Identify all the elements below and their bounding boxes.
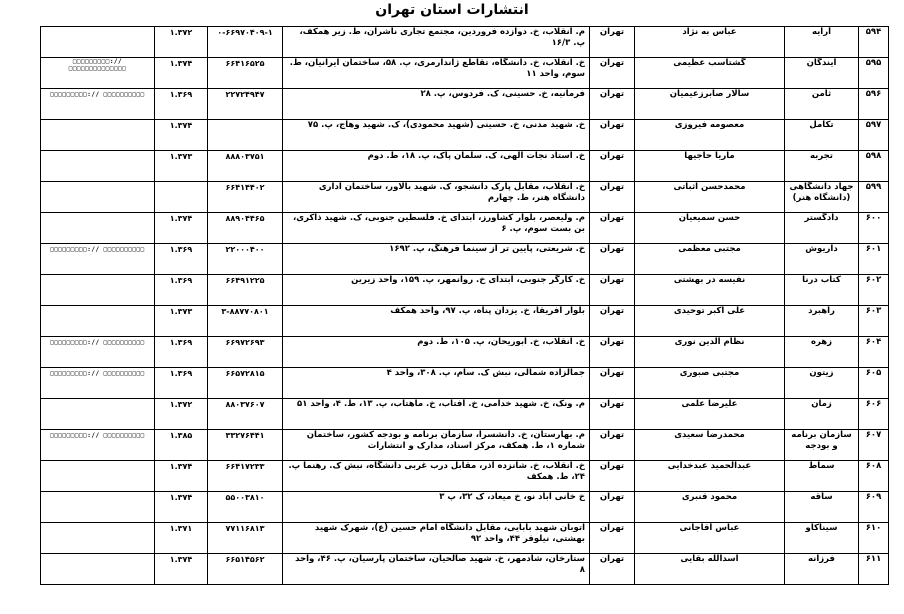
publisher-name-cell: آرایه <box>785 27 859 58</box>
phone-number-cell: ۷۷۱۱۶۸۱۳ <box>208 523 283 554</box>
manager-name-cell: مجتبی معظمی <box>635 244 785 275</box>
publisher-name-cell: آیندگان <box>785 58 859 89</box>
website-cell: □□□□□□□□□:// □□□□□□□□□□□□□□ <box>41 58 155 89</box>
row-number-cell: ۶۰۴ <box>859 337 889 368</box>
row-number-cell: ۶۰۰ <box>859 213 889 244</box>
table-row <box>41 399 889 430</box>
address-cell: جمالزاده شمالی، نبش ک. سام، پ. ۳۰۸، واحد ۴ <box>283 368 590 399</box>
publisher-name-cell: زهره <box>785 337 859 368</box>
website-cell <box>41 151 155 182</box>
table-row <box>41 244 889 275</box>
row-number-cell: ۵۹۶ <box>859 89 889 120</box>
row-number-cell: ۶۰۸ <box>859 461 889 492</box>
license-code-cell: ۱.۳۶۹ <box>155 337 208 368</box>
phone-number-cell <box>208 120 283 151</box>
license-code-cell: ۱.۳۷۴ <box>155 213 208 244</box>
address-cell: خ. کارگر جنوبی، ابتدای خ. روانمهر، پ. ۱۵۹، واحد زیرین <box>283 275 590 306</box>
address-cell: خ. شریعتی، پایین تر از سینما فرهنگ، پ. ۱۶۹۲ <box>283 244 590 275</box>
city-cell: تهران <box>590 213 635 244</box>
row-number-cell: ۶۰۳ <box>859 306 889 337</box>
publisher-name-cell: سیناکاو <box>785 523 859 554</box>
manager-name-cell: عباس به نژاد <box>635 27 785 58</box>
license-code-cell: ۱.۳۷۴ <box>155 461 208 492</box>
website-cell <box>41 213 155 244</box>
city-cell: تهران <box>590 182 635 213</box>
license-code-cell: ۱.۳۷۳ <box>155 151 208 182</box>
address-cell: خ. انقلاب، خ. شانزده آذر، مقابل درب غربی دانشگاه، نبش ک. رهنما پ. ۲۴، ط. همکف <box>283 461 590 492</box>
phone-number-cell: ۶۶۴۱۷۲۳۳ <box>208 461 283 492</box>
license-code-cell: ۱.۳۸۵ <box>155 430 208 461</box>
phone-number-cell: ۰-۶۶۹۷۰۴۰۹-۱ <box>208 27 283 58</box>
phone-number-cell: ۶۶۹۷۲۶۹۳ <box>208 337 283 368</box>
city-cell: تهران <box>590 27 635 58</box>
table-row <box>41 151 889 182</box>
table-row <box>41 523 889 554</box>
row-number-cell: ۶۰۹ <box>859 492 889 523</box>
row-number-cell: ۶۰۵ <box>859 368 889 399</box>
city-cell: تهران <box>590 523 635 554</box>
address-cell: خ. شهید مدنی، خ. حسینی (شهید محمودی)، ک. شهید وهاج، پ. ۷۵ <box>283 120 590 151</box>
row-number-cell: ۶۰۱ <box>859 244 889 275</box>
license-code-cell: ۱.۳۷۴ <box>155 120 208 151</box>
license-code-cell: ۱.۳۷۴ <box>155 58 208 89</box>
address-cell: خ خانی آباد نو، خ میعاد، ک ۳۲، پ ۳ <box>283 492 590 523</box>
website-cell <box>41 399 155 430</box>
address-cell: خ. انقلاب، خ. ابوریحان، پ. ۱۰۵، ط. دوم <box>283 337 590 368</box>
city-cell: تهران <box>590 368 635 399</box>
website-cell: □□□□□□□□□:// □□□□□□□□□□ <box>41 430 155 461</box>
row-number-cell: ۶۰۶ <box>859 399 889 430</box>
city-cell: تهران <box>590 58 635 89</box>
manager-name-cell: عبدالحمید عبدخدایی <box>635 461 785 492</box>
manager-name-cell: معصومه فیروزی <box>635 120 785 151</box>
manager-name-cell: علیرضا علمی <box>635 399 785 430</box>
city-cell: تهران <box>590 120 635 151</box>
table-row <box>41 492 889 523</box>
manager-name-cell: محمدرضا سعیدی <box>635 430 785 461</box>
phone-number-cell: ۳-۸۸۷۷۰۸۰۱ <box>208 306 283 337</box>
manager-name-cell: اسدالله بقایی <box>635 554 785 585</box>
phone-number-cell: ۳۳۲۷۶۴۴۱ <box>208 430 283 461</box>
publisher-name-cell: کتاب درنا <box>785 275 859 306</box>
table-row <box>41 306 889 337</box>
table-row <box>41 461 889 492</box>
publisher-name-cell: ثامن <box>785 89 859 120</box>
website-cell: □□□□□□□□□:// □□□□□□□□□□ <box>41 89 155 120</box>
address-cell: فرمانیه، خ. حسینی، ک. فردوس، پ. ۲۸ <box>283 89 590 120</box>
row-number-cell: ۵۹۴ <box>859 27 889 58</box>
license-code-cell: ۱.۳۶۹ <box>155 244 208 275</box>
city-cell: تهران <box>590 430 635 461</box>
publisher-name-cell: راهبرد <box>785 306 859 337</box>
license-code-cell: ۱.۳۷۲ <box>155 399 208 430</box>
city-cell: تهران <box>590 151 635 182</box>
website-cell <box>41 492 155 523</box>
address-cell: ستارخان، شادمهر، خ. شهید صالحیان، ساختمان پارسیان، پ. ۴۶، واحد ۸ <box>283 554 590 585</box>
phone-number-cell: ۶۶۵۱۴۵۶۲ <box>208 554 283 585</box>
city-cell: تهران <box>590 492 635 523</box>
address-cell: اتوبان شهید بابایی، مقابل دانشگاه امام حسین (ع)، شهرک شهید بهشتی، نیلوفر ۴۴، واحد ۹۲ <box>283 523 590 554</box>
address-cell: م. ولیعصر، بلوار کشاورز، ابتدای خ. فلسطین جنوبی، ک. شهید ذاکری، بن بست سوم، پ. ۶ <box>283 213 590 244</box>
city-cell: تهران <box>590 461 635 492</box>
publishers-table <box>40 26 889 585</box>
row-number-cell: ۶۱۱ <box>859 554 889 585</box>
publisher-name-cell: ساقه <box>785 492 859 523</box>
table-row <box>41 275 889 306</box>
city-cell: تهران <box>590 244 635 275</box>
publisher-name-cell: سازمان برنامه و بودجه <box>785 430 859 461</box>
table-row <box>41 182 889 213</box>
row-number-cell: ۶۰۷ <box>859 430 889 461</box>
phone-number-cell: ۵۵۰۰۳۸۱۰ <box>208 492 283 523</box>
row-number-cell: ۵۹۷ <box>859 120 889 151</box>
license-code-cell: ۱.۳۷۱ <box>155 523 208 554</box>
manager-name-cell: مجتبی صبوری <box>635 368 785 399</box>
table-row <box>41 337 889 368</box>
row-number-cell: ۵۹۹ <box>859 182 889 213</box>
city-cell: تهران <box>590 554 635 585</box>
manager-name-cell: حسن سمیعیان <box>635 213 785 244</box>
website-cell <box>41 461 155 492</box>
phone-number-cell: ۶۶۵۷۲۸۱۵ <box>208 368 283 399</box>
manager-name-cell: محمود قنبری <box>635 492 785 523</box>
license-code-cell: ۱.۳۷۲ <box>155 27 208 58</box>
table-row <box>41 58 889 89</box>
manager-name-cell: سالار صابرزعیمیان <box>635 89 785 120</box>
website-cell: □□□□□□□□□:// □□□□□□□□□□ <box>41 368 155 399</box>
table-row <box>41 27 889 58</box>
table-row <box>41 89 889 120</box>
address-cell: م. ونک، خ. شهید خدامی، خ. آفتاب، خ. ماهتاب، پ. ۱۳، ط. ۴، واحد ۵۱ <box>283 399 590 430</box>
row-number-cell: ۵۹۸ <box>859 151 889 182</box>
publisher-name-cell: تجربه <box>785 151 859 182</box>
publisher-name-cell: سماط <box>785 461 859 492</box>
manager-name-cell: نظام الدین نوری <box>635 337 785 368</box>
phone-number-cell: ۶۶۴۱۴۴۰۲ <box>208 182 283 213</box>
website-cell: □□□□□□□□□:// □□□□□□□□□□ <box>41 337 155 368</box>
address-cell: خ. استاد نجات الهی، ک. سلمان پاک، پ. ۱۸، ط. دوم <box>283 151 590 182</box>
publisher-name-cell: تکامل <box>785 120 859 151</box>
license-code-cell: ۱.۳۶۹ <box>155 89 208 120</box>
website-cell <box>41 182 155 213</box>
publisher-name-cell: داریوش <box>785 244 859 275</box>
manager-name-cell: محمدحسن اثباتی <box>635 182 785 213</box>
phone-number-cell: ۲۲۷۲۴۹۴۷ <box>208 89 283 120</box>
publisher-name-cell: دادگستر <box>785 213 859 244</box>
address-cell: م. بهارستان، خ. دانشسرا، سازمان برنامه و بودجه کشور، ساختمان شماره ۱، ط. همکف، مرکز اسناد، مدارک و انتشارات <box>283 430 590 461</box>
license-code-cell: ۱.۳۷۳ <box>155 306 208 337</box>
website-cell: □□□□□□□□□:// □□□□□□□□□□ <box>41 244 155 275</box>
website-cell <box>41 27 155 58</box>
city-cell: تهران <box>590 337 635 368</box>
phone-number-cell: ۲۲۰۰۰۴۰۰ <box>208 244 283 275</box>
manager-name-cell: ماریا حاجیها <box>635 151 785 182</box>
website-cell <box>41 120 155 151</box>
phone-number-cell: ۸۸۹۰۴۴۶۵ <box>208 213 283 244</box>
manager-name-cell: علی اکبر توحیدی <box>635 306 785 337</box>
publisher-name-cell: جهاد دانشگاهی (دانشگاه هنر) <box>785 182 859 213</box>
phone-number-cell: ۶۶۴۹۱۲۲۵ <box>208 275 283 306</box>
row-number-cell: ۵۹۵ <box>859 58 889 89</box>
table-row <box>41 430 889 461</box>
website-cell <box>41 306 155 337</box>
city-cell: تهران <box>590 89 635 120</box>
address-cell: م. انقلاب، خ. دوازده فروردین، مجتمع تجاری ناشران، ط. زیر همکف، پ. ۱۶/۳ <box>283 27 590 58</box>
table-row <box>41 213 889 244</box>
address-cell: بلوار آفریقا، خ. یزدان پناه، پ. ۹۷، واحد همکف <box>283 306 590 337</box>
license-code-cell: ۱.۳۶۹ <box>155 275 208 306</box>
publisher-name-cell: زیتون <box>785 368 859 399</box>
city-cell: تهران <box>590 275 635 306</box>
phone-number-cell: ۸۸۸۰۳۷۵۱ <box>208 151 283 182</box>
city-cell: تهران <box>590 399 635 430</box>
phone-number-cell: ۶۶۴۱۶۵۲۵ <box>208 58 283 89</box>
table-row <box>41 554 889 585</box>
page-title: انتشارات استان تهران <box>375 2 529 18</box>
website-cell <box>41 523 155 554</box>
address-cell: خ. انقلاب، مقابل پارک دانشجو، ک. شهید بالاور، ساختمان اداری دانشگاه هنر، ط. چهارم <box>283 182 590 213</box>
license-code-cell: ۱.۳۶۹ <box>155 368 208 399</box>
license-code-cell: ۱.۳۷۴ <box>155 554 208 585</box>
manager-name-cell: عباس آقاجانی <box>635 523 785 554</box>
manager-name-cell: گشتاسب عظیمی <box>635 58 785 89</box>
website-cell <box>41 275 155 306</box>
publisher-name-cell: زمان <box>785 399 859 430</box>
license-code-cell <box>155 182 208 213</box>
license-code-cell: ۱.۳۷۴ <box>155 492 208 523</box>
city-cell: تهران <box>590 306 635 337</box>
row-number-cell: ۶۰۲ <box>859 275 889 306</box>
table-row <box>41 120 889 151</box>
phone-number-cell: ۸۸۰۳۷۶۰۷ <box>208 399 283 430</box>
publisher-name-cell: فرزانه <box>785 554 859 585</box>
table-row <box>41 368 889 399</box>
address-cell: خ. انقلاب، خ. دانشگاه، تقاطع ژاندارمری، پ. ۵۸، ساختمان ایرانیان، ط. سوم، واحد ۱۱ <box>283 58 590 89</box>
website-cell <box>41 554 155 585</box>
manager-name-cell: نفیسه در بهشتی <box>635 275 785 306</box>
row-number-cell: ۶۱۰ <box>859 523 889 554</box>
